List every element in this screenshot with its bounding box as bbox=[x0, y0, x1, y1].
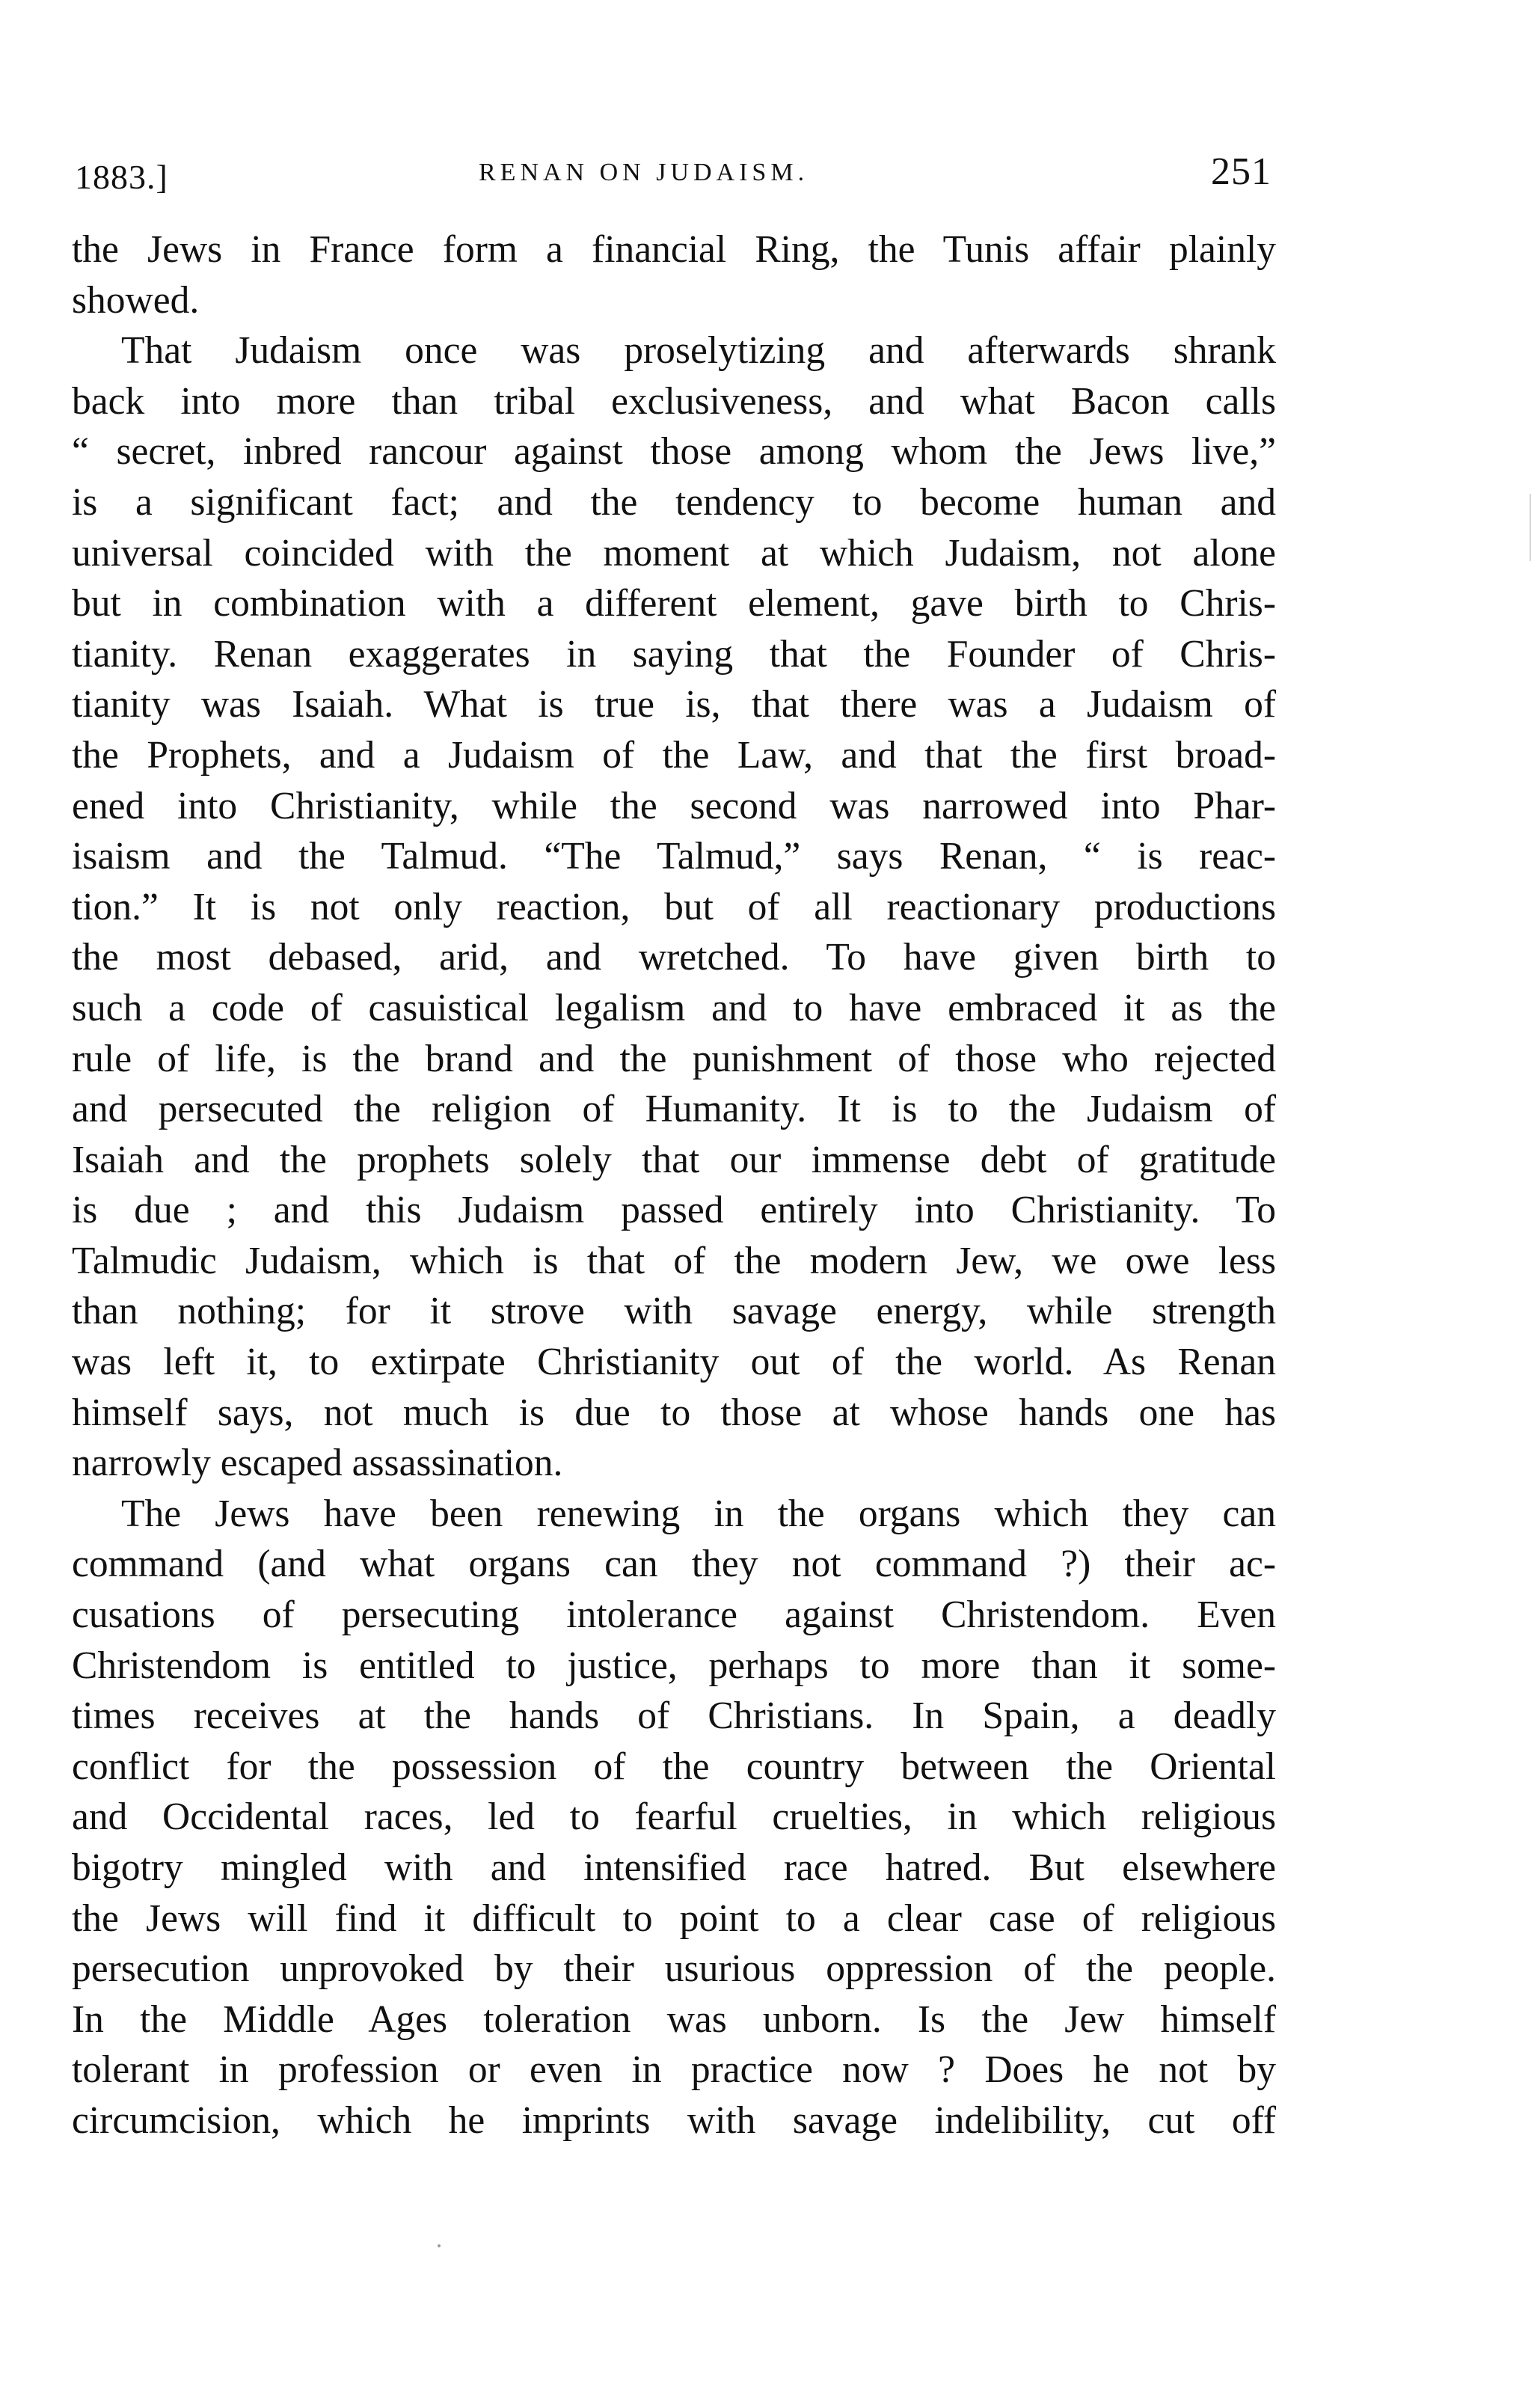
text-line: Isaiah and the prophets solely that our immense debt of gratitude bbox=[72, 1138, 1276, 1181]
text-line: back into more than tribal exclusiveness, and what Bacon calls bbox=[72, 379, 1276, 423]
text-line: persecution unprovoked by their usurious oppression of the people. bbox=[72, 1947, 1276, 1991]
text-line: than nothing; for it strove with savage energy, while strength bbox=[72, 1290, 1276, 1333]
page-number: 251 bbox=[1211, 150, 1271, 193]
paragraph-first-line: The Jews have been renewing in the organs which they can bbox=[121, 1492, 1276, 1535]
text-line: “ secret, inbred rancour against those among whom the Jews live,” bbox=[72, 430, 1276, 474]
text-line: command (and what organs can they not command ?) their ac- bbox=[72, 1543, 1276, 1586]
text-line: the Jews will find it difficult to point to a clear case of religious bbox=[72, 1896, 1276, 1940]
text-line: tolerant in profession or even in practice now ? Does he not by bbox=[72, 2048, 1276, 2092]
scan-speck bbox=[438, 2244, 441, 2247]
text-line: tion.” It is not only reaction, but of all reactionary productions bbox=[72, 885, 1276, 928]
header-title: RENAN ON JUDAISM. bbox=[479, 159, 809, 186]
text-line: the most debased, arid, and wretched. To have given birth to bbox=[72, 936, 1276, 979]
text-line: bigotry mingled with and intensified race hatred. But elsewhere bbox=[72, 1846, 1276, 1889]
text-line: conflict for the possession of the country between the Oriental bbox=[72, 1745, 1276, 1788]
text-line: the Prophets, and a Judaism of the Law, and that the first broad- bbox=[72, 733, 1276, 777]
paragraph-first-line: That Judaism once was proselytizing and afterwards shrank bbox=[121, 329, 1276, 373]
text-line: and persecuted the religion of Humanity. It is to the Judaism of bbox=[72, 1088, 1276, 1131]
text-line: isaism and the Talmud. “The Talmud,” says Renan, “ is reac- bbox=[72, 835, 1276, 878]
text-line: was left it, to extirpate Christianity out of the world. As Renan bbox=[72, 1341, 1276, 1384]
text-line: such a code of casuistical legalism and to have embraced it as the bbox=[72, 986, 1276, 1029]
text-line: is due ; and this Judaism passed entirely into Christianity. To bbox=[72, 1189, 1276, 1232]
body-text bbox=[72, 224, 1276, 2146]
text-line: tianity was Isaiah. What is true is, that there was a Judaism of bbox=[72, 683, 1276, 726]
text-line: narrowly escaped assassination. bbox=[72, 1442, 563, 1485]
running-head bbox=[75, 142, 1271, 202]
text-line: tianity. Renan exaggerates in saying that the Founder of Chris- bbox=[72, 632, 1276, 676]
text-line: ened into Christianity, while the second was narrowed into Phar- bbox=[72, 784, 1276, 827]
text-line: the Jews in France form a financial Ring, the Tunis affair plainly bbox=[72, 228, 1276, 271]
text-line: Talmudic Judaism, which is that of the modern Jew, we owe less bbox=[72, 1239, 1276, 1282]
text-line: times receives at the hands of Christians. In Spain, a deadly bbox=[72, 1694, 1276, 1738]
text-line: rule of life, is the brand and the punishment of those who rejected bbox=[72, 1037, 1276, 1080]
text-line: Christendom is entitled to justice, perhaps to more than it some- bbox=[72, 1644, 1276, 1687]
text-line: showed. bbox=[72, 278, 200, 322]
text-line: cusations of persecuting intolerance against Christendom. Even bbox=[72, 1593, 1276, 1637]
header-year: 1883.] bbox=[75, 158, 168, 196]
scan-edge-mark bbox=[1530, 494, 1531, 561]
text-line: himself says, not much is due to those at whose hands one has bbox=[72, 1391, 1276, 1434]
text-line: but in combination with a different element, gave birth to Chris- bbox=[72, 582, 1276, 625]
text-line: is a significant fact; and the tendency to become human and bbox=[72, 480, 1276, 524]
text-line: In the Middle Ages toleration was unborn. Is the Jew himself bbox=[72, 1997, 1276, 2041]
text-line: and Occidental races, led to fearful cruelties, in which religious bbox=[72, 1795, 1276, 1839]
text-line: circumcision, which he imprints with savage indelibility, cut off bbox=[72, 2098, 1276, 2142]
text-line: universal coincided with the moment at which Judaism, not alone bbox=[72, 531, 1276, 575]
